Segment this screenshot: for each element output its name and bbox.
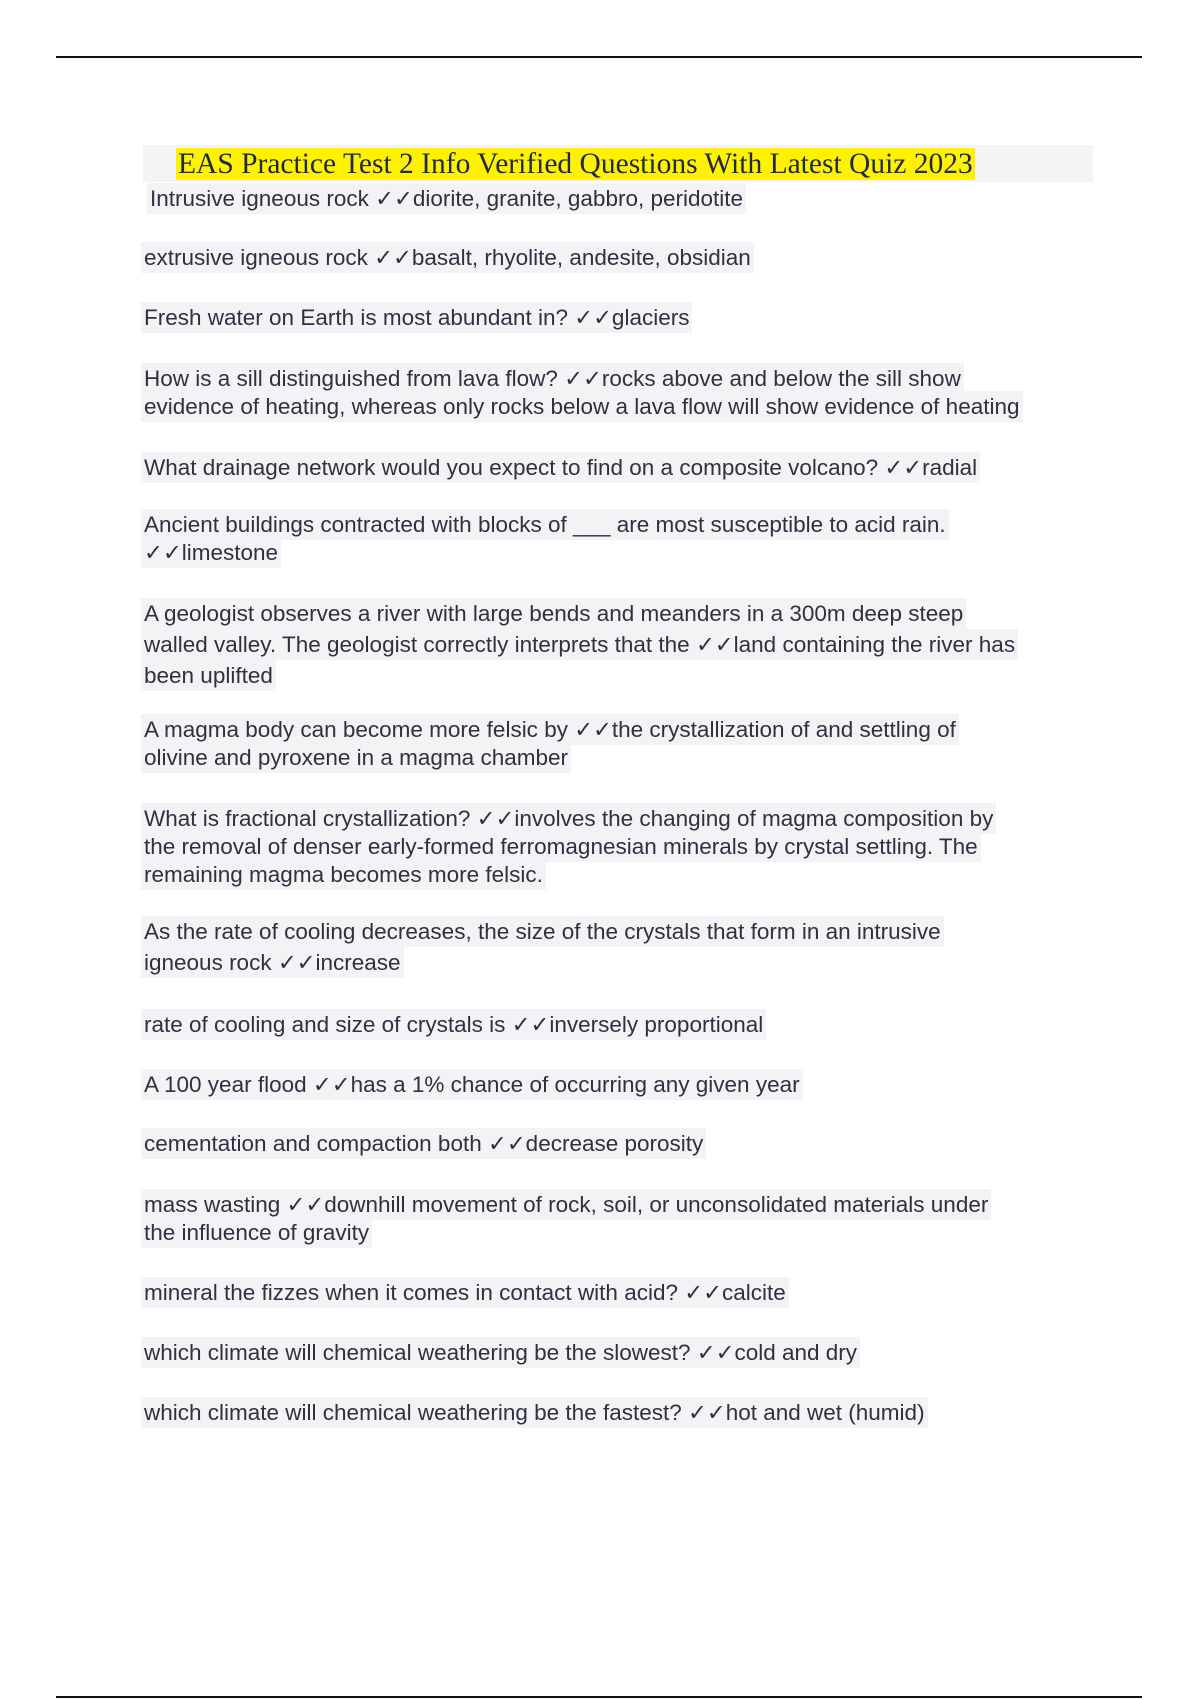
qa-item	[144, 1399, 925, 1427]
qa-line: Fresh water on Earth is most abundant in? ✓✓glaciers	[144, 305, 690, 330]
qa-line: rate of cooling and size of crystals is ✓✓inversely proportional	[144, 1012, 764, 1037]
qa-line: mineral the fizzes when it comes in contact with acid? ✓✓calcite	[144, 1280, 786, 1305]
header-rule	[56, 56, 1142, 58]
qa-line: igneous rock ✓✓increase	[144, 950, 401, 975]
qa-line: the removal of denser early-formed ferromagnesian minerals by crystal settling. The	[144, 834, 978, 859]
qa-item	[144, 304, 689, 332]
qa-line: How is a sill distinguished from lava flow? ✓✓rocks above and below the sill show	[144, 366, 961, 391]
qa-item	[144, 365, 1020, 421]
qa-line: remaining magma becomes more felsic.	[144, 862, 543, 887]
title-highlight: EAS Practice Test 2 Info Verified Questions With Latest Quiz 2023	[178, 148, 973, 180]
qa-line: been uplifted	[144, 663, 273, 688]
qa-line: which climate will chemical weathering be the slowest? ✓✓cold and dry	[144, 1340, 858, 1365]
qa-line: A magma body can become more felsic by ✓✓the crystallization of and settling of	[144, 717, 956, 742]
footer-rule	[56, 1696, 1142, 1698]
qa-item	[144, 1071, 800, 1099]
qa-item	[150, 185, 743, 213]
qa-item	[144, 244, 751, 272]
qa-line: What is fractional crystallization? ✓✓involves the changing of magma composition by	[144, 806, 994, 831]
qa-item	[144, 805, 993, 889]
qa-item	[144, 1279, 786, 1307]
qa-item	[144, 1339, 857, 1367]
qa-line: As the rate of cooling decreases, the size of the crystals that form in an intrusive	[144, 919, 941, 944]
qa-item	[144, 1191, 988, 1247]
qa-line: Ancient buildings contracted with blocks of ___ are most susceptible to acid rain.	[144, 512, 946, 537]
qa-line: ✓✓limestone	[144, 540, 279, 565]
qa-line: A 100 year flood ✓✓has a 1% chance of occurring any given year	[144, 1072, 800, 1097]
qa-line: evidence of heating, whereas only rocks below a lava flow will show evidence of heating	[144, 394, 1020, 419]
qa-item	[144, 716, 956, 772]
qa-line: which climate will chemical weathering be the fastest? ✓✓hot and wet (humid)	[144, 1400, 925, 1425]
qa-item	[144, 511, 946, 567]
qa-item	[144, 1011, 763, 1039]
qa-line: A geologist observes a river with large bends and meanders in a 300m deep steep	[144, 601, 964, 626]
qa-item	[144, 598, 1015, 691]
qa-line: olivine and pyroxene in a magma chamber	[144, 745, 568, 770]
document-title	[174, 146, 977, 182]
qa-line: Intrusive igneous rock ✓✓diorite, granite, gabbro, peridotite	[150, 186, 744, 211]
qa-line: extrusive igneous rock ✓✓basalt, rhyolite, andesite, obsidian	[144, 245, 751, 270]
qa-item	[144, 1130, 703, 1158]
qa-item	[144, 916, 941, 978]
qa-line: What drainage network would you expect to find on a composite volcano? ✓✓radial	[144, 455, 978, 480]
qa-line: cementation and compaction both ✓✓decrease porosity	[144, 1131, 704, 1156]
qa-item	[144, 454, 977, 482]
qa-line: the influence of gravity	[144, 1220, 370, 1245]
qa-line: mass wasting ✓✓downhill movement of rock, soil, or unconsolidated materials under	[144, 1192, 989, 1217]
qa-line: walled valley. The geologist correctly interprets that the ✓✓land containing the river has	[144, 632, 1016, 657]
